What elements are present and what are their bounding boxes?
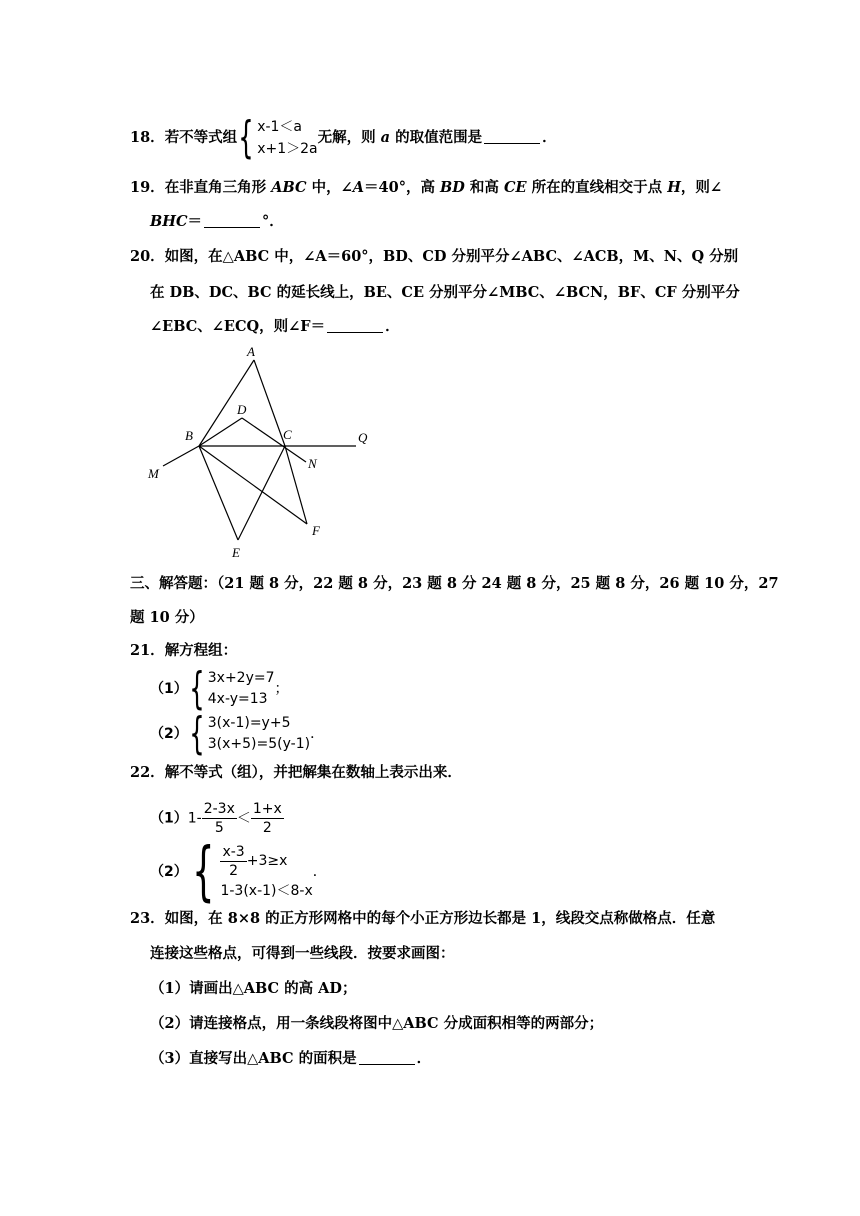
question-22: 22．解不等式（组），并把解集在数轴上表示出来． [130,764,462,781]
question-23-sub2: （2）请连接格点，用一条线段将图中△ABC 分成面积相等的两部分； [150,1015,604,1032]
answer-blank[interactable] [359,1050,415,1065]
label-C: C [283,427,292,442]
question-number: 22． [130,764,165,781]
question-number: 23． [130,910,165,927]
triangle-figure [140,342,380,562]
label-F: F [312,523,320,538]
question-22-part1: （1）1- $\frac{2-3x}{5}$ ＜ $\frac{1+x}{2}$ [150,801,282,836]
question-22-part2: （2） { $\frac{x-3}{2}$ +3≥x 1-3(x-1)＜8-x ． [150,835,327,909]
question-19: 19．在非直角三角形 ABC 中，∠A＝40°，高 BD 和高 CE 所在的直线相交于点 H，则∠ [130,179,723,196]
label-E: E [232,545,240,560]
question-23-sub3: （3）直接写出△ABC 的面积是 ． [150,1050,432,1067]
question-20: 20．如图，在△ABC 中，∠A＝60°，BD、CD 分别平分∠ABC、∠ACB，M、N、Q 分别 [130,248,739,265]
label-N: N [308,456,317,471]
inequality-system: { x-1＜a x+1＞2a [238,112,318,163]
question-number: 21． [130,642,165,659]
question-19-line2: BHC＝ °． [150,213,284,230]
question-number: 19． [130,179,165,196]
section-header-line2: 题 10 分） [130,609,204,626]
section-header: 三、解答题：（21 题 8 分，22 题 8 分，23 题 8 分 24 题 8 分，25 题 8 分，26 题 10 分，27 [130,575,779,592]
answer-blank[interactable] [484,129,540,144]
question-number: 20． [130,248,165,265]
label-B: B [185,428,193,443]
answer-blank[interactable] [327,318,383,333]
question-20-line3: ∠EBC、∠ECQ，则∠F＝ ． [150,318,400,335]
question-23-line2: 连接这些格点，可得到一些线段．按要求画图： [150,945,455,962]
question-23: 23．如图，在 8×8 的正方形网格中的每个小正方形边长都是 1，线段交点称做格点．任意 [130,910,716,927]
label-D: D [237,402,247,417]
question-20-line2: 在 DB、DC、BC 的延长线上，BE、CE 分别平分∠MBC、∠BCN，BF、CF 分别平分 [150,284,740,301]
question-23-sub1: （1）请画出△ABC 的高 AD； [150,980,357,997]
label-M: M [148,466,159,481]
label-A: A [247,344,255,359]
question-21: 21．解方程组： [130,642,238,659]
question-number: 18． [130,129,165,146]
answer-blank[interactable] [204,213,260,228]
label-Q: Q [358,430,368,445]
question-21-part1: （1） { 3x+2y=7 4x-y=13 ； [150,663,289,714]
question-21-part2: （2） { 3(x-1)=y+5 3(x+5)=5(y-1) ． [150,708,325,759]
question-18: 18．若不等式组 { x-1＜a x+1＞2a 无解，则 a 的取值范围是 ． [130,112,557,163]
